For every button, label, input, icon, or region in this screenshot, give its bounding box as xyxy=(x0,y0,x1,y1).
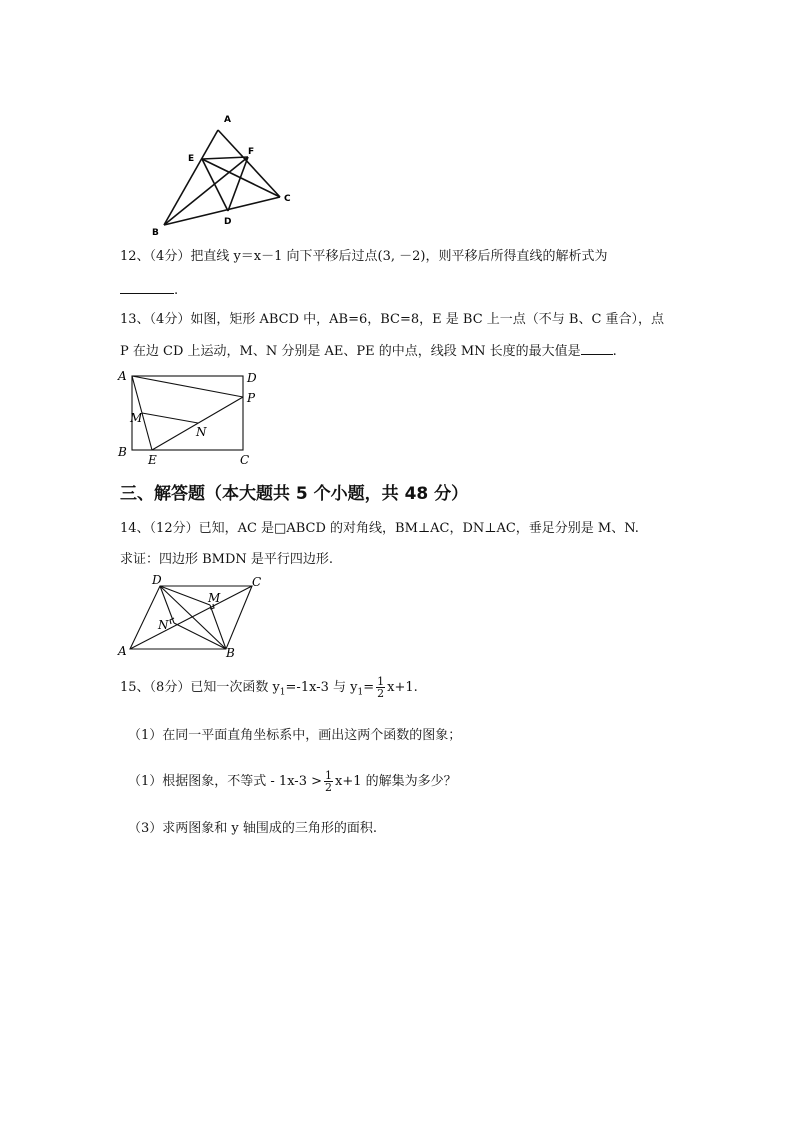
q15-part2-b: x+1 的解集为多少？ xyxy=(335,774,457,789)
segment-ec xyxy=(202,159,280,197)
question-12-answer xyxy=(120,281,178,300)
label-b: B xyxy=(118,445,127,459)
label-a: A xyxy=(118,369,127,383)
fraction-one-half-2 xyxy=(324,770,333,793)
answer-blank-12[interactable] xyxy=(120,281,174,294)
label-p: P xyxy=(247,391,256,405)
segment-mn xyxy=(142,413,198,423)
parallelogram-figure xyxy=(116,573,266,659)
q14-line1-text: 14、（12分）已知，AC 是□ABCD 的对角线，BM⊥AC，DN⊥AC，垂足分别是 M、N. xyxy=(120,521,639,536)
question-15-part2 xyxy=(128,770,457,794)
rectangle-figure xyxy=(114,366,264,468)
segment-ef xyxy=(202,157,248,159)
q12-end: . xyxy=(174,283,179,298)
segment-ed xyxy=(202,159,228,211)
fraction-one-half xyxy=(376,676,385,699)
question-13-line2 xyxy=(120,342,617,361)
label-f: F xyxy=(248,147,255,157)
segment-dm xyxy=(160,586,210,605)
q15-part2-a: （1）根据图象，不等式 - 1x-3 > xyxy=(128,774,322,789)
fraction-numerator-2: 1 xyxy=(325,769,332,782)
q15-part3-text: （3）求两图象和 y 轴围成的三角形的面积. xyxy=(128,821,378,836)
label-c: C xyxy=(252,575,262,589)
side-ab xyxy=(164,130,218,225)
label-d: D xyxy=(247,371,257,385)
label-b: B xyxy=(226,646,235,659)
q13-end: . xyxy=(612,344,617,359)
label-d: D xyxy=(152,573,162,587)
q13-line2-text: P 在边 CD 上运动，M、N 分别是 AE、PE 的中点，线段 MN 长度的最大值是 xyxy=(120,344,581,359)
question-15-part1 xyxy=(128,727,461,745)
label-c: C xyxy=(240,453,250,467)
label-e: E xyxy=(188,154,195,164)
q15-intro-d: x+1. xyxy=(387,680,418,695)
label-d: D xyxy=(224,217,232,227)
q15-intro-c: = xyxy=(363,680,375,695)
fraction-denominator-2: 2 xyxy=(325,781,332,794)
answer-blank-13[interactable] xyxy=(581,342,613,355)
q15-intro-a: 15、（8分）已知一次函数 y xyxy=(120,680,280,695)
label-a: A xyxy=(118,644,127,658)
q14-line2-text: 求证：四边形 BMDN 是平行四边形. xyxy=(120,552,334,567)
section-3-title: 三、解答题（本大题共 5 个小题，共 48 分） xyxy=(120,484,469,504)
question-13-line1 xyxy=(120,311,664,329)
q15-sub1: 1 xyxy=(279,687,286,698)
q12-text: 12、（4分）把直线 y＝x－1 向下平移后过点(3, －2)，则平移后所得直线的解析式为 xyxy=(120,249,608,264)
triangle-figure xyxy=(120,108,300,238)
side-ac xyxy=(218,130,280,197)
question-14-line2 xyxy=(120,551,333,569)
question-15-intro xyxy=(120,676,418,705)
label-n: N xyxy=(158,618,169,632)
question-14-line1 xyxy=(120,520,639,538)
segment-ep xyxy=(152,397,243,450)
q15-part1-text: （1）在同一平面直角坐标系中，画出这两个函数的图象； xyxy=(128,728,462,743)
q13-line1-text: 13、（4分）如图，矩形 ABCD 中，AB=6，BC=8，E 是 BC 上一点（不与 B、C 重合），点 xyxy=(120,312,665,327)
diagonal-ac xyxy=(130,586,252,649)
label-e: E xyxy=(148,453,157,467)
label-m: M xyxy=(208,591,221,605)
question-15-part3 xyxy=(128,820,377,838)
label-c: C xyxy=(284,194,291,204)
label-m: M xyxy=(130,411,143,425)
label-n: N xyxy=(196,425,207,439)
question-12 xyxy=(120,248,607,266)
label-a: A xyxy=(224,115,231,125)
fraction-numerator: 1 xyxy=(377,675,385,688)
label-b: B xyxy=(152,228,159,238)
fraction-denominator: 2 xyxy=(377,687,385,700)
q15-sub2: 1 xyxy=(357,687,364,698)
q15-intro-b: =-1x-3 与 y xyxy=(285,680,358,695)
segment-ap xyxy=(132,376,243,397)
